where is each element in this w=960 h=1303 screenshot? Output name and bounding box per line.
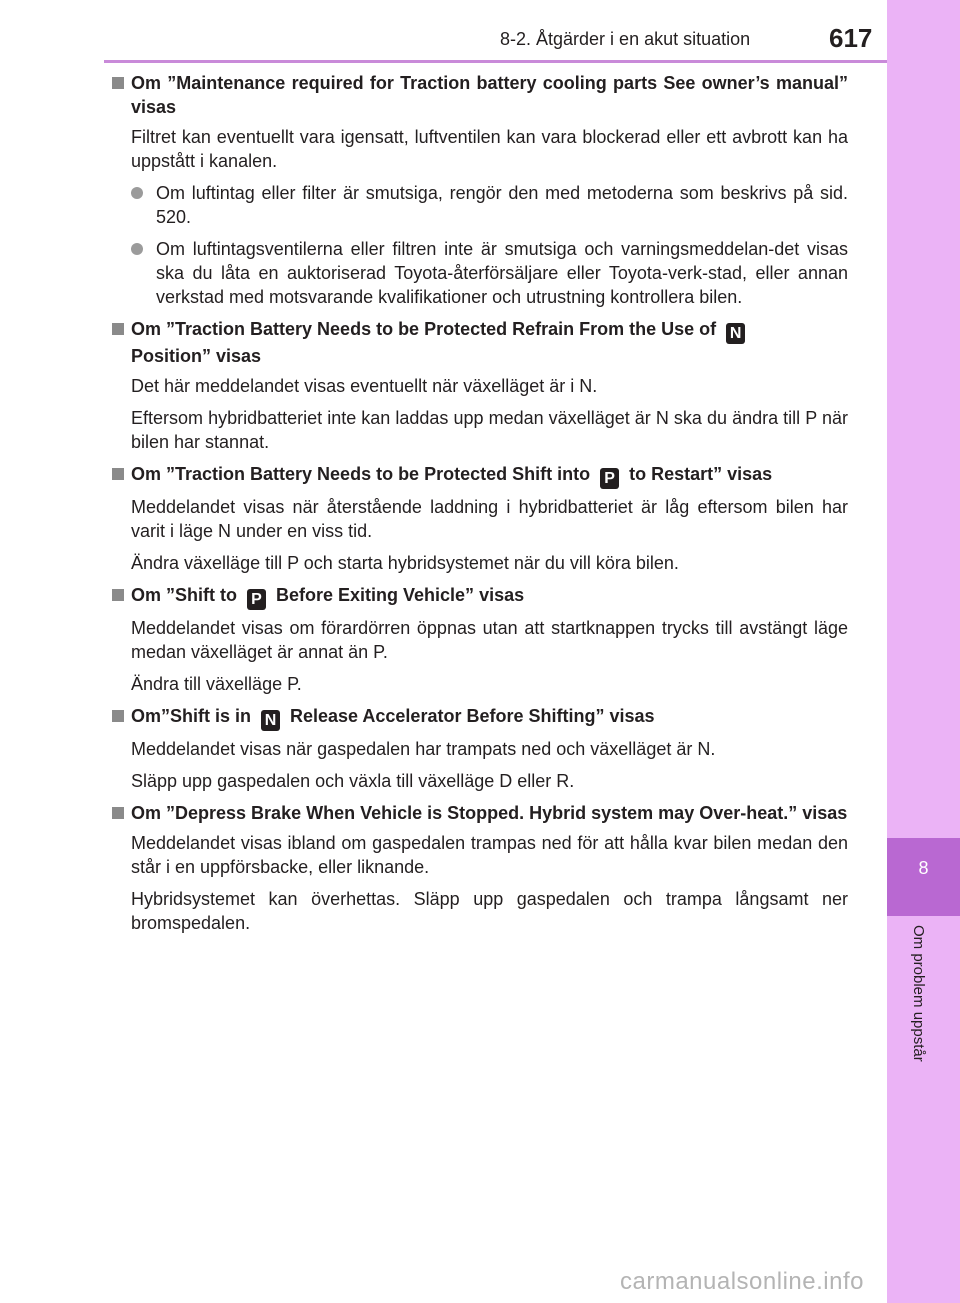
- square-bullet-icon: [112, 710, 124, 722]
- section-shift-into-p-restart: [110, 462, 848, 575]
- section-title: Om ”Depress Brake When Vehicle is Stopped. Hybrid system may Over-heat.” visas: [110, 801, 848, 825]
- section-traction-battery-cooling: [110, 71, 848, 309]
- header-rule: [104, 60, 887, 63]
- section-title: Om ”Maintenance required for Traction battery cooling parts See owner’s manual” visas: [110, 71, 848, 119]
- paragraph: Det här meddelandet visas eventuellt när växelläget är i N.: [131, 376, 598, 396]
- paragraph: Meddelandet visas om förardörren öppnas utan att startknappen trycks till avstängt läge medan växelläget är annat än P.: [131, 618, 848, 662]
- list-item: Om luftintag eller filter är smutsiga, rengör den med metoderna som beskrivs på sid. 520.: [131, 181, 848, 229]
- paragraph: Ändra växelläge till P och starta hybridsystemet när du vill köra bilen.: [131, 553, 679, 573]
- section-refrain-n-position: [110, 317, 848, 454]
- list-item: Om luftintagsventilerna eller filtren inte är smutsiga och varningsmeddelan-det visas ska du låta en auktoriserad Toyota-återförsäljare eller Toyota-verk-stad, eller annan verkstad med motsvarande kvalifikationer och utrustning kontrollera bilen.: [131, 237, 848, 309]
- section-title: Om”Shift is in N Release Accelerator Before Shifting” visas: [110, 704, 848, 731]
- circle-bullet-icon: [131, 243, 143, 255]
- watermark: carmanualsonline.info: [620, 1268, 864, 1295]
- section-title: Om ”Traction Battery Needs to be Protected Refrain From the Use of N Position” visas: [110, 317, 848, 368]
- square-bullet-icon: [112, 589, 124, 601]
- paragraph: Meddelandet visas när gaspedalen har trampats ned och växelläget är N.: [131, 739, 716, 759]
- section-header: 8-2. Åtgärder i en akut situation: [500, 29, 751, 49]
- section-title: Om ”Shift to P Before Exiting Vehicle” visas: [110, 583, 848, 610]
- square-bullet-icon: [112, 468, 124, 480]
- circle-bullet-icon: [131, 187, 143, 199]
- shift-n-icon: N: [261, 710, 280, 731]
- paragraph: Ändra till växelläge P.: [131, 674, 302, 694]
- section-shift-is-in-n: [110, 704, 848, 793]
- paragraph: Meddelandet visas ibland om gaspedalen trampas ned för att hålla kvar bilen medan den står i en uppförsbacke, eller liknande.: [131, 833, 848, 877]
- section-title: Om ”Traction Battery Needs to be Protected Shift into P to Restart” visas: [110, 462, 848, 489]
- page-content: [110, 71, 848, 943]
- shift-p-icon: P: [247, 589, 266, 610]
- square-bullet-icon: [112, 807, 124, 819]
- chapter-number: 8: [918, 858, 929, 878]
- shift-n-icon: N: [726, 323, 745, 344]
- paragraph: Släpp upp gaspedalen och växla till växelläge D eller R.: [131, 771, 575, 791]
- paragraph: Hybridsystemet kan överhettas. Släpp upp gaspedalen och trampa långsamt ner bromspedalen.: [131, 889, 848, 933]
- section-depress-brake: [110, 801, 848, 935]
- chapter-title: Om problem uppstår: [910, 925, 927, 1062]
- shift-p-icon: P: [600, 468, 619, 489]
- square-bullet-icon: [112, 77, 124, 89]
- paragraph: Eftersom hybridbatteriet inte kan laddas upp medan växelläget är N ska du ändra till P när bilen har stannat.: [131, 408, 848, 452]
- section-shift-to-p-before-exiting: [110, 583, 848, 696]
- paragraph: Meddelandet visas när återstående laddning i hybridbatteriet är låg eftersom bilen har varit i läge N under en viss tid.: [131, 497, 848, 541]
- paragraph: Filtret kan eventuellt vara igensatt, luftventilen kan vara blockerad eller ett avbrott kan ha uppstått i kanalen.: [131, 127, 848, 171]
- square-bullet-icon: [112, 323, 124, 335]
- page-number: 617: [829, 23, 873, 53]
